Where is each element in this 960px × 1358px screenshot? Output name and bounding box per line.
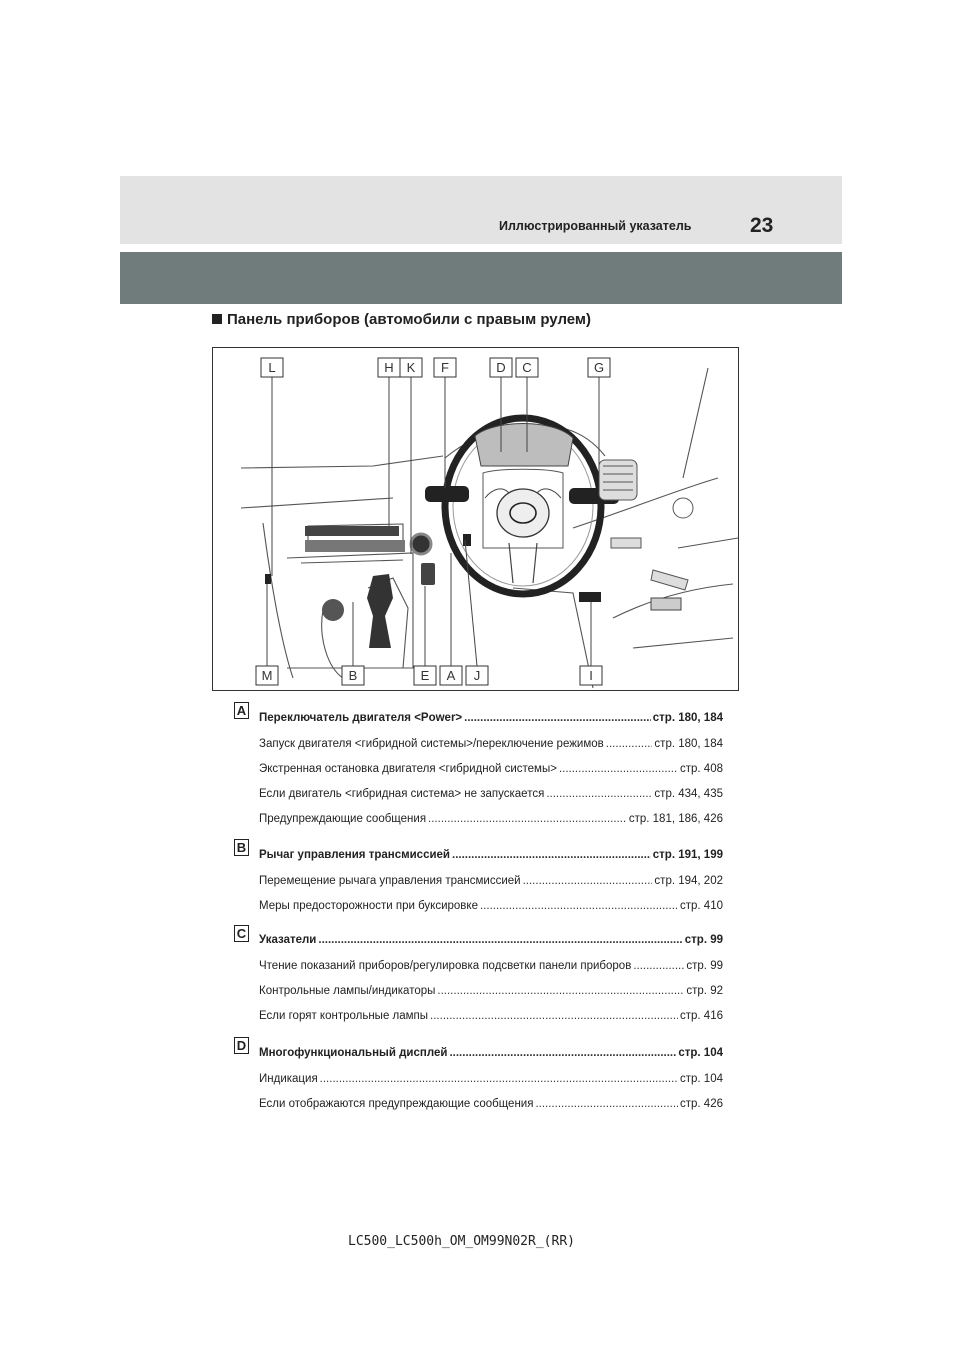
entry-sub-page: стр. 181, 186, 426 (628, 813, 723, 825)
entry-main-text: Многофункциональный дисплей (259, 1047, 448, 1059)
entry-sub-page: стр. 426 (680, 1098, 723, 1110)
entry-sub-page: стр. 194, 202 (654, 875, 723, 887)
entry-badge: C (234, 925, 249, 942)
entry-sub-line (259, 1072, 723, 1086)
callout-E: E (420, 668, 430, 683)
entry-sub-line (259, 737, 723, 751)
entry-main-text: Рычаг управления трансмиссией (259, 849, 450, 861)
entry-sub-text: Контрольные лампы/индикаторы (259, 985, 436, 997)
entry-sub-page: стр. 180, 184 (654, 738, 723, 750)
entry-main-line (259, 848, 723, 862)
entry-badge: B (234, 839, 249, 856)
entry-sub-page: стр. 410 (680, 900, 723, 912)
entry-badge: A (234, 702, 249, 719)
entry-sub-text: Запуск двигателя <гибридной системы>/переключение режимов (259, 738, 604, 750)
chapter-title: Иллюстрированный указатель (499, 219, 692, 233)
callout-H: H (384, 360, 394, 375)
footer-doc-code: LC500_LC500h_OM_OM99N02R_(RR) (348, 1234, 575, 1249)
dashboard-drawing (213, 348, 740, 692)
entry-sub-line (259, 812, 723, 826)
callout-K: K (406, 360, 416, 375)
callout-L: L (268, 360, 276, 375)
center-console (265, 498, 693, 648)
header-band-dark (120, 252, 842, 304)
entry-main-page: стр. 99 (684, 934, 723, 946)
callout-A: A (446, 668, 456, 683)
entry-sub-text: Экстренная остановка двигателя <гибридной системы> (259, 763, 557, 775)
entry-main-text: Указатели (259, 934, 317, 946)
entry-sub-page: стр. 408 (680, 763, 723, 775)
callout-J: J (473, 668, 481, 683)
entry-sub-line (259, 984, 723, 998)
entry-sub-page: стр. 416 (680, 1010, 723, 1022)
entry-sub-text: Меры предосторожности при буксировке (259, 900, 478, 912)
entry-sub-text: Если отображаются предупреждающие сообщения (259, 1098, 534, 1110)
entry-sub-line (259, 762, 723, 776)
entry-main-text: Переключатель двигателя <Power> (259, 712, 463, 724)
entry-main-page: стр. 191, 199 (652, 849, 723, 861)
entry-sub-text: Перемещение рычага управления трансмиссией (259, 875, 521, 887)
entry-sub-line (259, 1097, 723, 1111)
entry-main-line (259, 711, 723, 725)
entry-sub-page: стр. 92 (686, 985, 723, 997)
dashboard-illustration (212, 347, 739, 691)
callout-G: G (593, 360, 605, 375)
entry-sub-text: Индикация (259, 1073, 318, 1085)
entry-sub-line (259, 1009, 723, 1023)
callout-C: C (522, 360, 532, 375)
square-bullet-icon (212, 314, 222, 324)
section-title-text: Панель приборов (автомобили с правым рулем) (227, 311, 592, 328)
entry-sub-line (259, 787, 723, 801)
section-title (212, 311, 591, 328)
entry-sub-page: стр. 104 (680, 1073, 723, 1085)
entry-main-page: стр. 104 (678, 1047, 723, 1059)
page-number: 23 (750, 214, 774, 237)
entry-sub-line (259, 874, 723, 888)
callout-D: D (496, 360, 506, 375)
header-band-light (120, 176, 842, 244)
entry-sub-line (259, 899, 723, 913)
callout-B: B (348, 668, 358, 683)
entry-main-line (259, 1046, 723, 1060)
entry-sub-page: стр. 99 (686, 960, 723, 972)
entry-badge: D (234, 1037, 249, 1054)
entry-sub-line (259, 959, 723, 973)
callout-F: F (441, 360, 449, 375)
instrument-cluster (475, 424, 573, 467)
callout-M: M (261, 668, 273, 683)
entry-sub-page: стр. 434, 435 (654, 788, 723, 800)
entry-main-line (259, 933, 723, 947)
entry-sub-text: Если двигатель <гибридная система> не запускается (259, 788, 545, 800)
entry-main-page: стр. 180, 184 (652, 712, 723, 724)
entry-sub-text: Чтение показаний приборов/регулировка подсветки панели приборов (259, 960, 632, 972)
callout-I: I (589, 668, 593, 683)
entry-sub-text: Предупреждающие сообщения (259, 813, 427, 825)
entry-sub-text: Если горят контрольные лампы (259, 1010, 429, 1022)
